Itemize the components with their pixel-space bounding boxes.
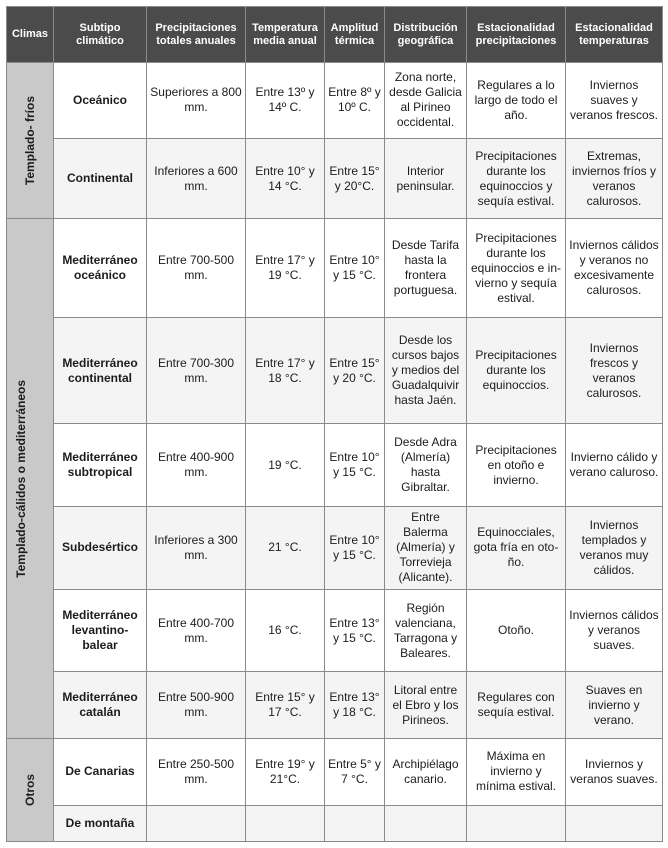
cell-temperatura: 21 °C. bbox=[246, 506, 325, 589]
group-label: Templado-cálidos o mediterráneos bbox=[14, 379, 28, 578]
cell-subtipo: Continental bbox=[54, 138, 147, 219]
cell-subtipo: Mediterráneo subtropical bbox=[54, 424, 147, 507]
cell-est-precip: Precipitaciones durante los equinoccios. bbox=[467, 318, 566, 424]
cell-subtipo: Oceánico bbox=[54, 63, 147, 139]
table-row bbox=[7, 138, 663, 219]
cell-subtipo: Mediterráneo levantino-balear bbox=[54, 589, 147, 672]
table-row bbox=[7, 219, 663, 318]
cell-temperatura: Entre 17° y 19 °C. bbox=[246, 219, 325, 318]
cell-precipitaciones: Entre 700-300 mm. bbox=[147, 318, 246, 424]
cell-precipitaciones: Inferiores a 300 mm. bbox=[147, 506, 246, 589]
cell-amplitud: Entre 10° y 15 °C. bbox=[325, 219, 385, 318]
cell-temperatura: Entre 10° y 14 °C. bbox=[246, 138, 325, 219]
cell-est-precip bbox=[467, 805, 566, 841]
cell-amplitud: Entre 13° y 18 °C. bbox=[325, 672, 385, 739]
header-est-temp: Estacionalidad temperaturas bbox=[566, 7, 663, 63]
cell-distribucion: Zona norte, desde Galicia al Pirineo occidental. bbox=[385, 63, 467, 139]
table-row bbox=[7, 318, 663, 424]
cell-est-temp: Suaves en invierno y verano. bbox=[566, 672, 663, 739]
cell-subtipo: Mediterráneo oceánico bbox=[54, 219, 147, 318]
group-otros bbox=[7, 739, 54, 842]
cell-est-temp: Inviernos suaves y veranos frescos. bbox=[566, 63, 663, 139]
cell-temperatura: Entre 15° y 17 °C. bbox=[246, 672, 325, 739]
cell-amplitud: Entre 10° y 15 °C. bbox=[325, 424, 385, 507]
cell-est-precip: Precipitaciones durante los equinoccios y sequía estival. bbox=[467, 138, 566, 219]
cell-amplitud: Entre 15° y 20 °C. bbox=[325, 318, 385, 424]
cell-distribucion: Región valenciana, Tarragona y Baleares. bbox=[385, 589, 467, 672]
cell-distribucion: Entre Balerma (Almería) y Torrevieja (Alicante). bbox=[385, 506, 467, 589]
header-climas: Climas bbox=[7, 7, 54, 63]
cell-est-temp: Inviernos cálidos y veranos suaves. bbox=[566, 589, 663, 672]
cell-subtipo: Subdesértico bbox=[54, 506, 147, 589]
cell-est-precip: Máxima en invierno y mínima estival. bbox=[467, 739, 566, 806]
cell-temperatura bbox=[246, 805, 325, 841]
cell-distribucion: Desde Tarifa hasta la frontera portuguesa. bbox=[385, 219, 467, 318]
cell-amplitud: Entre 8º y 10º C. bbox=[325, 63, 385, 139]
cell-amplitud bbox=[325, 805, 385, 841]
cell-amplitud: Entre 15° y 20°C. bbox=[325, 138, 385, 219]
cell-precipitaciones: Inferiores a 600 mm. bbox=[147, 138, 246, 219]
cell-subtipo: Mediterráneo catalán bbox=[54, 672, 147, 739]
header-amplitud: Amplitud térmica bbox=[325, 7, 385, 63]
cell-distribucion: Interior peninsular. bbox=[385, 138, 467, 219]
cell-subtipo: Mediterráneo continental bbox=[54, 318, 147, 424]
header-precipitaciones: Precipitaciones totales anuales bbox=[147, 7, 246, 63]
cell-distribucion: Archipiélago canario. bbox=[385, 739, 467, 806]
header-row bbox=[7, 7, 663, 63]
table-row bbox=[7, 805, 663, 841]
table-row bbox=[7, 739, 663, 806]
header-est-precip: Estacionalidad precipitaciones bbox=[467, 7, 566, 63]
climate-table bbox=[6, 6, 663, 842]
cell-est-temp: Inviernos templados y veranos muy cálidos. bbox=[566, 506, 663, 589]
table-row bbox=[7, 672, 663, 739]
cell-amplitud: Entre 10° y 15 °C. bbox=[325, 506, 385, 589]
cell-est-temp: Inviernos cálidos y veranos no excesivamente calurosos. bbox=[566, 219, 663, 318]
cell-precipitaciones: Superiores a 800 mm. bbox=[147, 63, 246, 139]
cell-precipitaciones: Entre 250-500 mm. bbox=[147, 739, 246, 806]
table-row bbox=[7, 506, 663, 589]
group-templado-frios bbox=[7, 63, 54, 219]
cell-temperatura: Entre 17° y 18 °C. bbox=[246, 318, 325, 424]
cell-distribucion bbox=[385, 805, 467, 841]
cell-precipitaciones: Entre 400-900 mm. bbox=[147, 424, 246, 507]
cell-precipitaciones: Entre 400-700 mm. bbox=[147, 589, 246, 672]
cell-amplitud: Entre 13° y 15 °C. bbox=[325, 589, 385, 672]
table-row bbox=[7, 63, 663, 139]
cell-temperatura: 16 °C. bbox=[246, 589, 325, 672]
cell-subtipo: De Canarias bbox=[54, 739, 147, 806]
table-row bbox=[7, 424, 663, 507]
cell-est-temp: Extremas, inviernos fríos y veranos calurosos. bbox=[566, 138, 663, 219]
cell-est-precip: Regulares a lo largo de todo el año. bbox=[467, 63, 566, 139]
header-subtipo: Subtipo climático bbox=[54, 7, 147, 63]
cell-est-precip: Otoño. bbox=[467, 589, 566, 672]
cell-distribucion: Litoral entre el Ebro y los Pirineos. bbox=[385, 672, 467, 739]
group-label: Templado- fríos bbox=[22, 96, 37, 186]
cell-est-temp: Inviernos frescos y veranos calurosos. bbox=[566, 318, 663, 424]
cell-temperatura: 19 °C. bbox=[246, 424, 325, 507]
cell-precipitaciones: Entre 700-500 mm. bbox=[147, 219, 246, 318]
cell-est-temp: Inviernos y veranos suaves. bbox=[566, 739, 663, 806]
header-distribucion: Distribución geográfica bbox=[385, 7, 467, 63]
cell-est-precip: Regulares con sequía estival. bbox=[467, 672, 566, 739]
cell-est-precip: Equinocciales, gota fría en oto-ño. bbox=[467, 506, 566, 589]
cell-precipitaciones bbox=[147, 805, 246, 841]
group-label: Otros bbox=[22, 773, 37, 806]
cell-est-temp: Invierno cálido y verano caluroso. bbox=[566, 424, 663, 507]
cell-est-temp bbox=[566, 805, 663, 841]
cell-precipitaciones: Entre 500-900 mm. bbox=[147, 672, 246, 739]
cell-est-precip: Precipitaciones en otoño e invierno. bbox=[467, 424, 566, 507]
cell-subtipo: De montaña bbox=[54, 805, 147, 841]
cell-est-precip: Precipitaciones durante los equinoccios e in-vierno y sequía estival. bbox=[467, 219, 566, 318]
cell-distribucion: Desde los cursos bajos y medios del Guadalquivir hasta Jaén. bbox=[385, 318, 467, 424]
header-temperatura: Temperatura media anual bbox=[246, 7, 325, 63]
cell-temperatura: Entre 19° y 21°C. bbox=[246, 739, 325, 806]
cell-temperatura: Entre 13º y 14º C. bbox=[246, 63, 325, 139]
cell-amplitud: Entre 5° y 7 °C. bbox=[325, 739, 385, 806]
cell-distribucion: Desde Adra (Almería) hasta Gibraltar. bbox=[385, 424, 467, 507]
table-row bbox=[7, 589, 663, 672]
group-mediterraneos bbox=[7, 219, 54, 739]
